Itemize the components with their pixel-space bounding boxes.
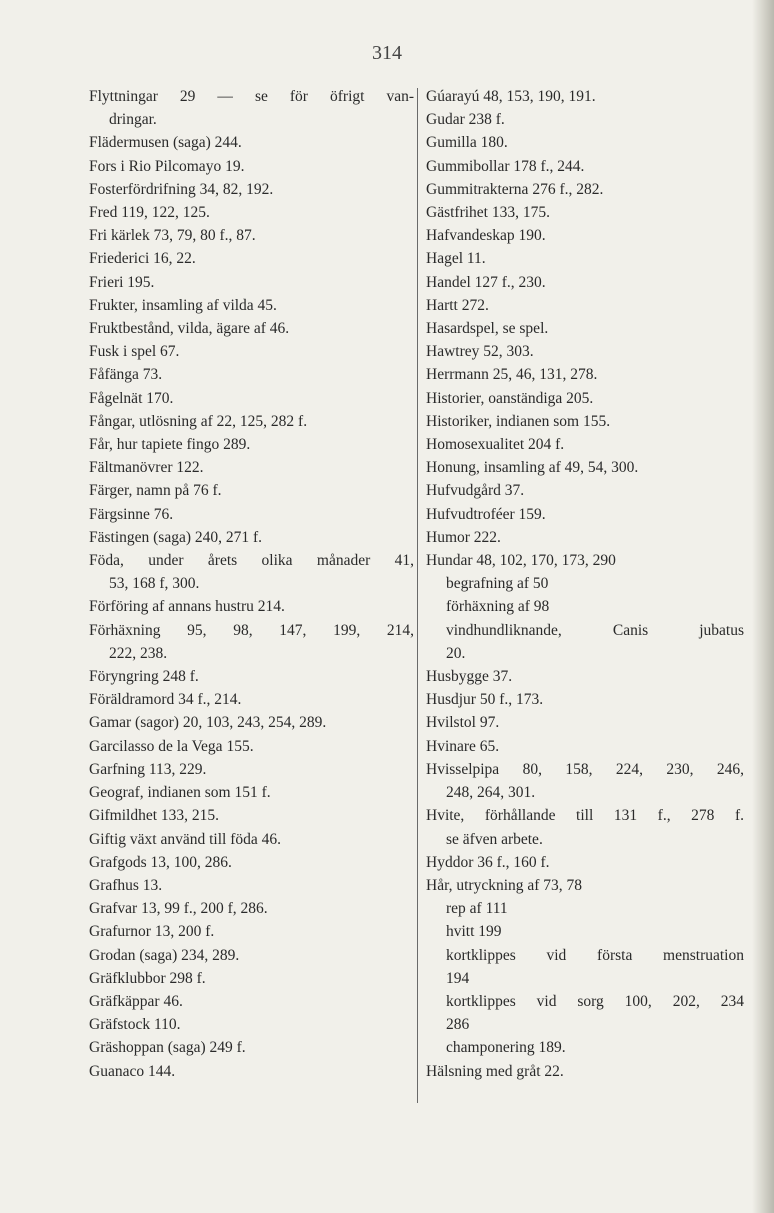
index-entry-text: Handel 127 f., 230. <box>426 273 546 291</box>
index-entry <box>426 944 744 990</box>
index-entry <box>89 688 414 711</box>
index-subentry-text: kortklippes vid första menstruation <box>446 946 744 964</box>
index-entry-text: Historier, oanständiga 205. <box>426 389 594 407</box>
index-entry <box>426 572 744 595</box>
index-entry <box>89 619 414 665</box>
index-entry <box>426 363 744 386</box>
index-entry-text: Hufvudtroféer 159. <box>426 505 546 523</box>
index-entry-text: Hår, utryckning af 73, 78 <box>426 876 583 894</box>
index-entry-text: Hvisselpipa 80, 158, 224, 230, 246, <box>426 760 744 778</box>
index-entry <box>89 1036 414 1059</box>
index-subentry-text: champonering 189. <box>446 1039 566 1057</box>
index-entry-text: Flädermusen (saga) 244. <box>89 134 242 152</box>
index-entry <box>426 595 744 618</box>
index-entry-text: Hasardspel, se spel. <box>426 320 549 338</box>
index-entry-text: Homosexualitet 204 f. <box>426 436 565 454</box>
index-entry <box>89 294 414 317</box>
index-entry <box>426 317 744 340</box>
index-entry <box>89 758 414 781</box>
index-entry <box>426 178 744 201</box>
index-entry-text: Guanaco 144. <box>89 1062 176 1080</box>
index-entry-text: Hartt 272. <box>426 296 489 314</box>
index-entry <box>89 967 414 990</box>
index-entry-continuation: 20. <box>446 644 466 662</box>
page-number: 314 <box>372 42 402 64</box>
index-entry <box>426 874 744 897</box>
index-entry-text: Förhäxning 95, 98, 147, 199, 214, <box>89 621 414 639</box>
index-subentry-text: rep af 111 <box>446 900 508 918</box>
index-entry <box>89 224 414 247</box>
index-entry-text: Gräfstock 110. <box>89 1016 181 1034</box>
index-entry-text: Färgsinne 76. <box>89 505 174 523</box>
index-column-right <box>426 85 744 1083</box>
index-entry-text: Färger, namn på 76 f. <box>89 482 222 500</box>
index-entry <box>89 340 414 363</box>
index-entry <box>426 688 744 711</box>
index-entry <box>89 828 414 851</box>
index-entry <box>426 1060 744 1083</box>
index-entry <box>89 178 414 201</box>
index-entry-text: Föräldramord 34 f., 214. <box>89 691 242 709</box>
index-entry-text: Föda, under årets olika månader 41, <box>89 552 414 570</box>
index-entry <box>89 526 414 549</box>
index-entry <box>89 1013 414 1036</box>
column-divider <box>417 88 418 1103</box>
index-entry-text: Grafhus 13. <box>89 876 163 894</box>
index-entry <box>426 247 744 270</box>
index-subentry-text: kortklippes vid sorg 100, 202, 234 <box>446 992 744 1010</box>
index-entry-text: Gummitrakterna 276 f., 282. <box>426 180 604 198</box>
index-entry <box>426 804 744 850</box>
index-entry-text: Garcilasso de la Vega 155. <box>89 737 254 755</box>
index-entry-text: Gräshoppan (saga) 249 f. <box>89 1039 246 1057</box>
index-entry-text: Frukter, insamling af vilda 45. <box>89 296 277 314</box>
index-entry-text: Geograf, indianen som 151 f. <box>89 784 271 802</box>
index-entry <box>426 526 744 549</box>
index-entry <box>89 387 414 410</box>
index-entry <box>426 735 744 758</box>
index-entry-text: Fusk i spel 67. <box>89 343 180 361</box>
index-entry <box>89 735 414 758</box>
page-edge-shadow <box>752 0 774 1213</box>
index-entry <box>426 549 744 572</box>
index-entry <box>426 433 744 456</box>
index-entry-text: Honung, insamling af 49, 54, 300. <box>426 459 639 477</box>
index-entry-continuation: 248, 264, 301. <box>446 784 536 802</box>
index-entry <box>89 851 414 874</box>
index-entry-text: Grafurnor 13, 200 f. <box>89 923 215 941</box>
index-entry-text: Garfning 113, 229. <box>89 760 207 778</box>
index-entry-text: Flyttningar 29 — se för öfrigt van- <box>89 88 414 105</box>
index-entry <box>89 874 414 897</box>
index-entry-text: Gästfrihet 133, 175. <box>426 204 550 222</box>
index-entry-text: Husbygge 37. <box>426 668 513 686</box>
index-subentry-text: förhäxning af 98 <box>446 598 550 616</box>
index-entry <box>426 479 744 502</box>
index-entry-text: Fri kärlek 73, 79, 80 f., 87. <box>89 227 256 245</box>
index-entry <box>426 920 744 943</box>
index-entry-text: Hufvudgård 37. <box>426 482 525 500</box>
index-entry-text: Hälsning med gråt 22. <box>426 1062 564 1080</box>
index-entry-text: Hvinare 65. <box>426 737 500 755</box>
index-entry <box>426 387 744 410</box>
index-entry <box>426 758 744 804</box>
index-entry-text: Hafvandeskap 190. <box>426 227 546 245</box>
index-entry-text: Fågelnät 170. <box>89 389 174 407</box>
index-entry-text: Gummibollar 178 f., 244. <box>426 157 585 175</box>
index-entry-text: Hvilstol 97. <box>426 714 500 732</box>
index-entry-text: Hyddor 36 f., 160 f. <box>426 853 550 871</box>
index-entry <box>89 155 414 178</box>
index-entry <box>426 224 744 247</box>
index-entry <box>89 944 414 967</box>
index-entry-text: Föryngring 248 f. <box>89 668 199 686</box>
index-entry <box>426 85 744 108</box>
index-entry-text: Hawtrey 52, 303. <box>426 343 534 361</box>
index-entry-text: Gudar 238 f. <box>426 111 505 129</box>
index-entry-continuation: dringar. <box>109 111 157 129</box>
index-entry <box>89 897 414 920</box>
index-entry-text: Grafvar 13, 99 f., 200 f, 286. <box>89 900 268 918</box>
index-entry <box>89 131 414 154</box>
index-entry <box>89 479 414 502</box>
index-entry <box>426 201 744 224</box>
index-entry-text: Gumilla 180. <box>426 134 508 152</box>
index-entry-continuation: 286 <box>446 1016 470 1034</box>
index-entry <box>89 201 414 224</box>
index-entry-text: Hundar 48, 102, 170, 173, 290 <box>426 552 616 570</box>
index-entry <box>426 271 744 294</box>
index-entry <box>426 155 744 178</box>
index-entry-continuation: 53, 168 f, 300. <box>109 575 200 593</box>
index-entry-text: Fred 119, 122, 125. <box>89 204 210 222</box>
index-entry <box>89 247 414 270</box>
index-entry-continuation: se äfven arbete. <box>446 830 543 848</box>
index-subentry-text: vindhundliknande, Canis jubatus <box>446 621 744 639</box>
index-entry-text: Historiker, indianen som 155. <box>426 412 611 430</box>
index-entry <box>89 804 414 827</box>
index-entry <box>89 85 414 131</box>
index-entry-text: Humor 222. <box>426 528 501 546</box>
index-entry-text: Grafgods 13, 100, 286. <box>89 853 232 871</box>
index-entry-text: Husdjur 50 f., 173. <box>426 691 544 709</box>
index-entry-text: Gräfkäppar 46. <box>89 992 183 1010</box>
index-entry <box>426 851 744 874</box>
index-entry-continuation: 194 <box>446 969 470 987</box>
index-column-left <box>89 85 414 1083</box>
index-entry-text: Fältmanövrer 122. <box>89 459 204 477</box>
index-entry <box>89 990 414 1013</box>
index-entry-text: Får, hur tapiete fingo 289. <box>89 436 251 454</box>
index-subentry-text: begrafning af 50 <box>446 575 549 593</box>
index-entry-text: Herrmann 25, 46, 131, 278. <box>426 366 598 384</box>
index-entry-text: Fåfänga 73. <box>89 366 163 384</box>
index-entry <box>89 433 414 456</box>
index-entry-text: Fors i Rio Pilcomayo 19. <box>89 157 245 175</box>
index-entry <box>426 503 744 526</box>
index-entry <box>89 271 414 294</box>
index-entry <box>426 897 744 920</box>
index-entry <box>426 990 744 1036</box>
index-entry-text: Gifmildhet 133, 215. <box>89 807 220 825</box>
index-entry <box>426 456 744 479</box>
index-entry <box>426 294 744 317</box>
index-entry-text: Friederici 16, 22. <box>89 250 196 268</box>
index-entry-text: Giftig växt använd till föda 46. <box>89 830 281 848</box>
index-entry-text: Gräfklubbor 298 f. <box>89 969 206 987</box>
index-entry <box>89 317 414 340</box>
index-entry <box>426 619 744 665</box>
index-entry <box>89 1060 414 1083</box>
index-entry <box>89 781 414 804</box>
index-entry <box>426 131 744 154</box>
index-subentry-text: hvitt 199 <box>446 923 502 941</box>
index-entry-text: Hagel 11. <box>426 250 486 268</box>
index-entry-text: Förföring af annans hustru 214. <box>89 598 285 616</box>
index-entry <box>89 363 414 386</box>
index-entry-text: Fångar, utlösning af 22, 125, 282 f. <box>89 412 308 430</box>
index-entry-text: Fästingen (saga) 240, 271 f. <box>89 528 263 546</box>
index-entry <box>426 340 744 363</box>
index-entry <box>426 1036 744 1059</box>
index-entry <box>89 456 414 479</box>
index-entry <box>89 410 414 433</box>
index-entry <box>426 108 744 131</box>
index-entry-text: Gúarayú 48, 153, 190, 191. <box>426 88 596 105</box>
index-entry <box>89 549 414 595</box>
index-entry-text: Fosterfördrifning 34, 82, 192. <box>89 180 274 198</box>
index-entry-text: Hvite, förhållande till 131 f., 278 f. <box>426 807 744 825</box>
index-entry-text: Fruktbestånd, vilda, ägare af 46. <box>89 320 290 338</box>
index-entry <box>426 665 744 688</box>
index-entry <box>89 665 414 688</box>
index-entry-text: Frieri 195. <box>89 273 155 291</box>
index-entry-continuation: 222, 238. <box>109 644 168 662</box>
index-entry <box>89 711 414 734</box>
index-entry-text: Grodan (saga) 234, 289. <box>89 946 240 964</box>
index-entry-text: Gamar (sagor) 20, 103, 243, 254, 289. <box>89 714 327 732</box>
index-entry <box>89 595 414 618</box>
index-entry <box>426 711 744 734</box>
index-entry <box>89 503 414 526</box>
index-entry <box>426 410 744 433</box>
index-entry <box>89 920 414 943</box>
